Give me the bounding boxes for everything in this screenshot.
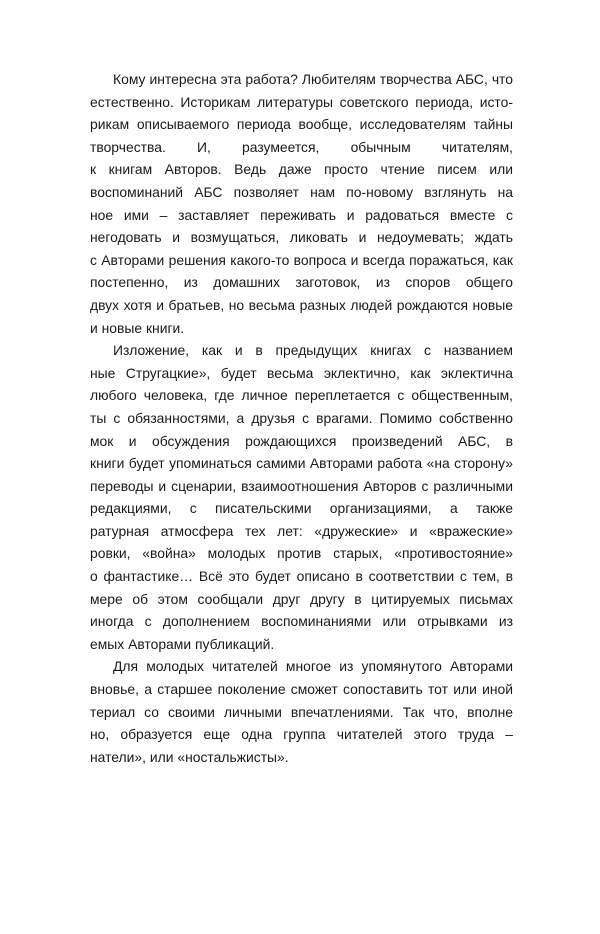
text-line: двух хотя и братьев, но весьма разных людей рождаются новые xyxy=(90,296,513,313)
text-line: творчества. И, разумеется, обычным читателям, xyxy=(90,138,513,155)
paragraph-2 xyxy=(90,339,513,655)
text-line: ные Стругацкие», будет весьма эклектично, как эклектична xyxy=(90,364,513,381)
text-line: постепенно, из домашних заготовок, из споров общего xyxy=(90,274,513,291)
text-line: Кому интересна эта работа? Любителям творчества АБС, что xyxy=(113,71,513,87)
text-line: к книгам Авторов. Ведь даже просто чтение писем или xyxy=(90,161,513,178)
paragraph-1 xyxy=(90,68,513,339)
text-line: и новые книги. xyxy=(90,319,185,336)
text-line: рикам описываемого периода вообще, исследователям тайны xyxy=(90,116,513,133)
text-line: естественно. Историкам литературы советского периода, исто- xyxy=(90,93,513,110)
text-line: ты с обязанностями, а друзья с врагами. Помимо собственно xyxy=(90,409,513,426)
text-line: о фантастике… Всё это будет описано в соответствии с тем, в xyxy=(90,568,513,585)
text-line: ное ими – заставляет переживать и радоваться вместе с xyxy=(90,206,513,223)
text-line: но, образуется еще одна группа читателей этого труда – xyxy=(90,726,513,743)
text-line: мере об этом сообщали друг другу в цитируемых письмах xyxy=(90,590,513,607)
text-line: териал со своими личными впечатлениями. Так что, вполне xyxy=(90,703,513,720)
text-line: вновье, а старшее поколение сможет сопоставить тот или иной xyxy=(90,681,513,698)
text-line: воспоминаний АБС позволяет нам по-новому взглянуть на xyxy=(90,183,513,200)
text-line: переводы и сценарии, взаимоотношения Авторов с различными xyxy=(90,477,513,494)
text-line: негодовать и возмущаться, ликовать и недоумевать; ждать xyxy=(90,229,513,246)
text-line: Для молодых читателей многое из упомянутого Авторами xyxy=(113,658,513,675)
text-line: ратурная атмосфера тех лет: «дружеские» и «вражеские» xyxy=(90,522,513,539)
text-line: любого человека, где личное переплетается с общественным, xyxy=(90,387,513,404)
paragraph-3 xyxy=(90,655,513,768)
text-line: емых Авторами публикаций. xyxy=(90,635,275,652)
text-line: иногда с дополнением воспоминаниями или отрывками из xyxy=(90,613,513,630)
text-line: Изложение, как и в предыдущих книгах с названием xyxy=(113,342,513,359)
text-line: редакциями, с писательскими организациями, а также xyxy=(90,500,513,517)
text-line: с Авторами решения какого-то вопроса и всегда поражаться, как xyxy=(90,251,513,268)
text-line: книги будет упоминаться самими Авторами работа «на сторону» xyxy=(90,455,513,472)
document-page xyxy=(90,68,513,768)
text-line: натели», или «ностальжисты». xyxy=(90,748,289,765)
text-line: ровки, «война» молодых против старых, «противостояние» xyxy=(90,545,513,562)
text-line: мок и обсуждения рождающихся произведений АБС, в xyxy=(90,432,513,449)
